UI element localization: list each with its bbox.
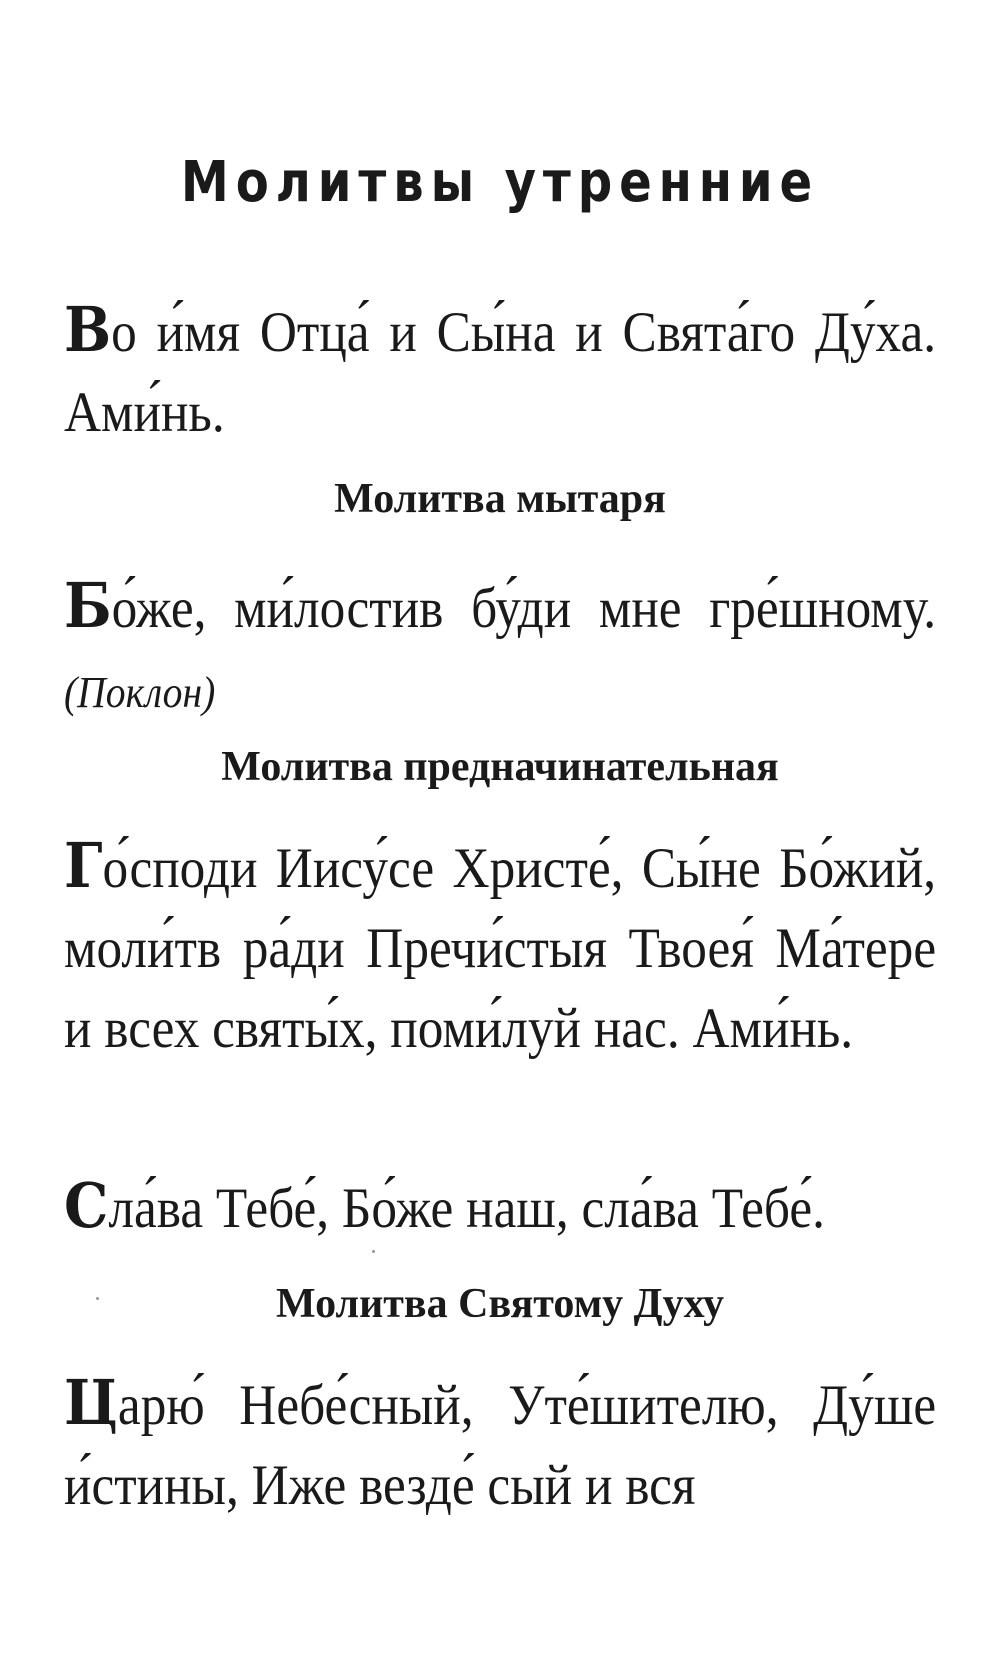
drop-initial: С [64, 1169, 109, 1242]
prayer-text: о́споди Иису́се Христе́, Сы́не Бо́жий, моли́тв ра́ди Пречи́стыя Твоея́ Ма́тере и всех святы́х, поми́луй нас. Ами́нь. [64, 837, 937, 1060]
prayer-text: о́же, ми́лостив бу́ди мне гре́шному. [111, 577, 937, 640]
prayer-text: арю́ Небе́сный, Уте́шителю, Ду́ше и́стины, Иже везде́ сый и вся [64, 1374, 937, 1517]
paper-speck [96, 1297, 99, 1300]
section-heading-publican: Молитва мытаря [334, 476, 666, 522]
prayer-text: о и́мя Отца́ и Сы́на и Свята́го Ду́ха. Ами́нь. [64, 301, 937, 444]
section-heading-holy-spirit: Молитва Святому Духу [276, 1281, 724, 1327]
prayer-paragraph-4 [64, 1166, 936, 1249]
page-title: Молитвы утренние [180, 150, 820, 215]
prayer-text: ла́ва Тебе́, Бо́же наш, сла́ва Тебе́. [108, 1177, 825, 1240]
prayer-note: (Поклон) [64, 668, 216, 717]
drop-initial: Г [64, 829, 103, 902]
prayer-paragraph-5 [64, 1363, 936, 1526]
drop-initial: Ц [64, 1366, 118, 1439]
paper-speck [372, 1250, 375, 1253]
prayer-paragraph-2 [64, 566, 936, 733]
section-heading-opening: Молитва предначинательная [221, 744, 779, 790]
prayer-paragraph-3 [64, 826, 936, 1069]
prayer-paragraph-1 [64, 290, 936, 453]
drop-initial: В [64, 293, 112, 366]
drop-initial: Б [64, 569, 112, 642]
